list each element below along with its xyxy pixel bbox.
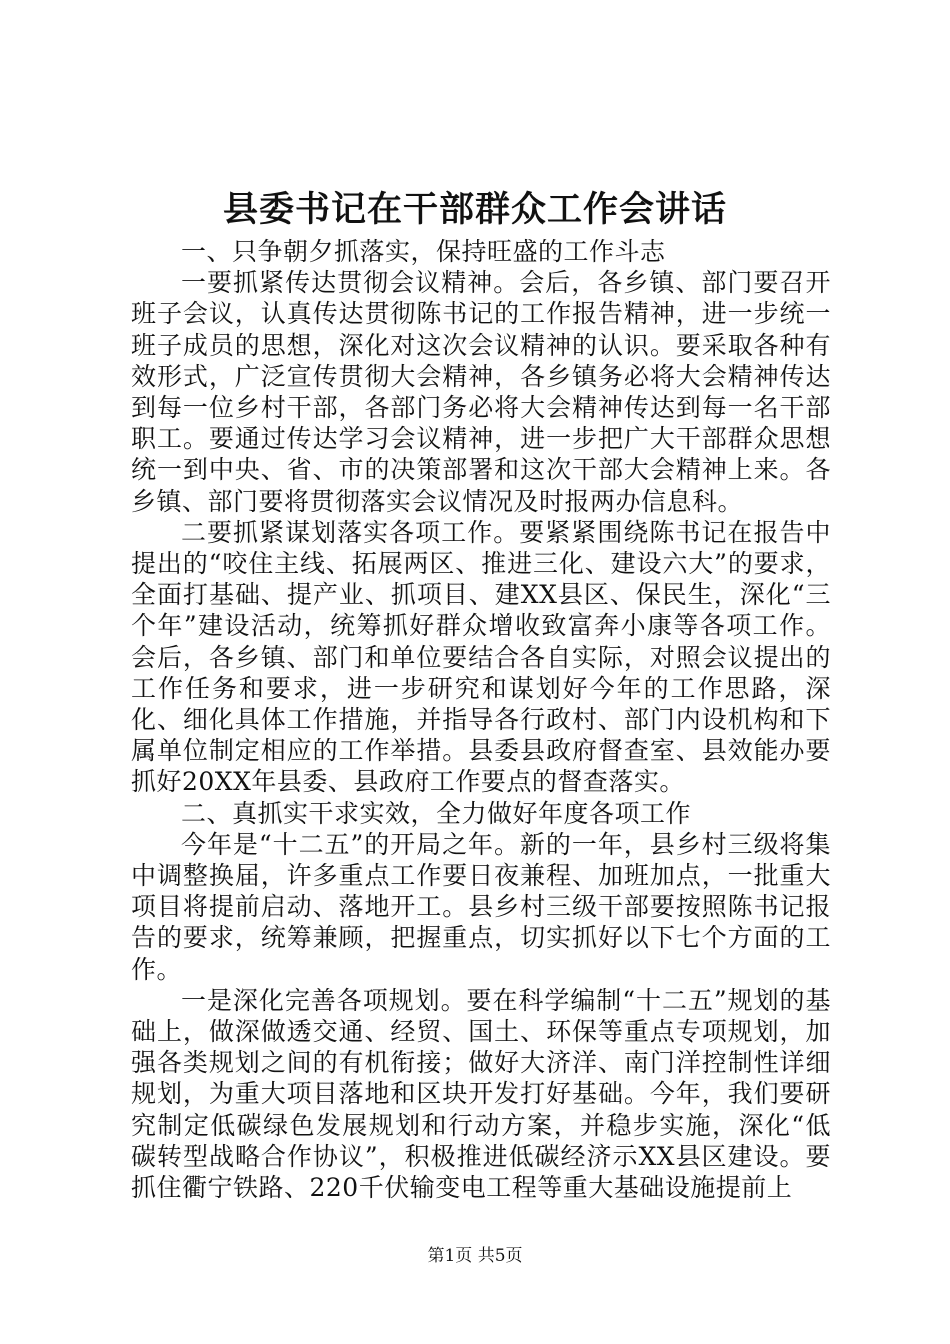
section-heading-1: 一、只争朝夕抓落实，保持旺盛的工作斗志 — [181, 237, 666, 266]
document-title: 县委书记在干部群众工作会讲话 — [222, 189, 727, 230]
paragraph-4: 一是深化完善各项规划。要在科学编制“十二五”规划的基础上，做深做透交通、经贸、国土、环保等重点专项规划，加强各类规划之间的有机衔接；做好大济洋、南门洋控制性详细规划，为重大项目落地和区块开发打好基础。今年，我们要研究制定低碳绿色发展规划和行动方案，并稳步实施，深化“低碳转型战略合作协议”，积极推进低碳经济示XX县区建设。要抓住衢宁铁路、220千伏输变电工程等重大基础设施提前上 — [131, 985, 831, 1203]
document-body — [131, 236, 831, 1203]
section-heading-2: 二、真抓实干求实效，全力做好年度各项工作 — [181, 798, 692, 828]
paragraph-3: 今年是“十二五”的开局之年。新的一年，县乡村三级将集中调整换届，许多重点工作要日夜兼程、加班加点，一批重大项目将提前启动、落地开工。县乡村三级干部要按照陈书记报告的要求，统筹兼顾，把握重点，切实抓好以下七个方面的工作。 — [131, 829, 831, 984]
page-number-footer: 第1页 共5页 — [427, 1246, 523, 1266]
paragraph-1: 一要抓紧传达贯彻会议精神。会后，各乡镇、部门要召开班子会议，认真传达贯彻陈书记的工作报告精神，进一步统一班子成员的思想，深化对这次会议精神的认识。要采取各种有效形式，广泛宣传贯彻大会精神，各乡镇务必将大会精神传达到每一位乡村干部，各部门务必将大会精神传达到每一名干部职工。要通过传达学习会议精神，进一步把广大干部群众思想统一到中央、省、市的决策部署和这次干部大会精神上来。各乡镇、部门要将贯彻落实会议情况及时报两办信息科。 — [131, 268, 831, 516]
paragraph-2: 二要抓紧谋划落实各项工作。要紧紧围绕陈书记在报告中提出的“咬住主线、拓展两区、推进三化、建设六大”的要求，全面打基础、提产业、抓项目、建XX县区、保民生，深化“三个年”建设活动，统筹抓好群众增收致富奔小康等各项工作。会后，各乡镇、部门和单位要结合各自实际，对照会议提出的工作任务和要求，进一步研究和谋划好今年的工作思路，深化、细化具体工作措施，并指导各行政村、部门内设机构和下属单位制定相应的工作举措。县委县政府督查室、县效能办要抓好20XX年县委、县政府工作要点的督查落实。 — [131, 517, 831, 797]
